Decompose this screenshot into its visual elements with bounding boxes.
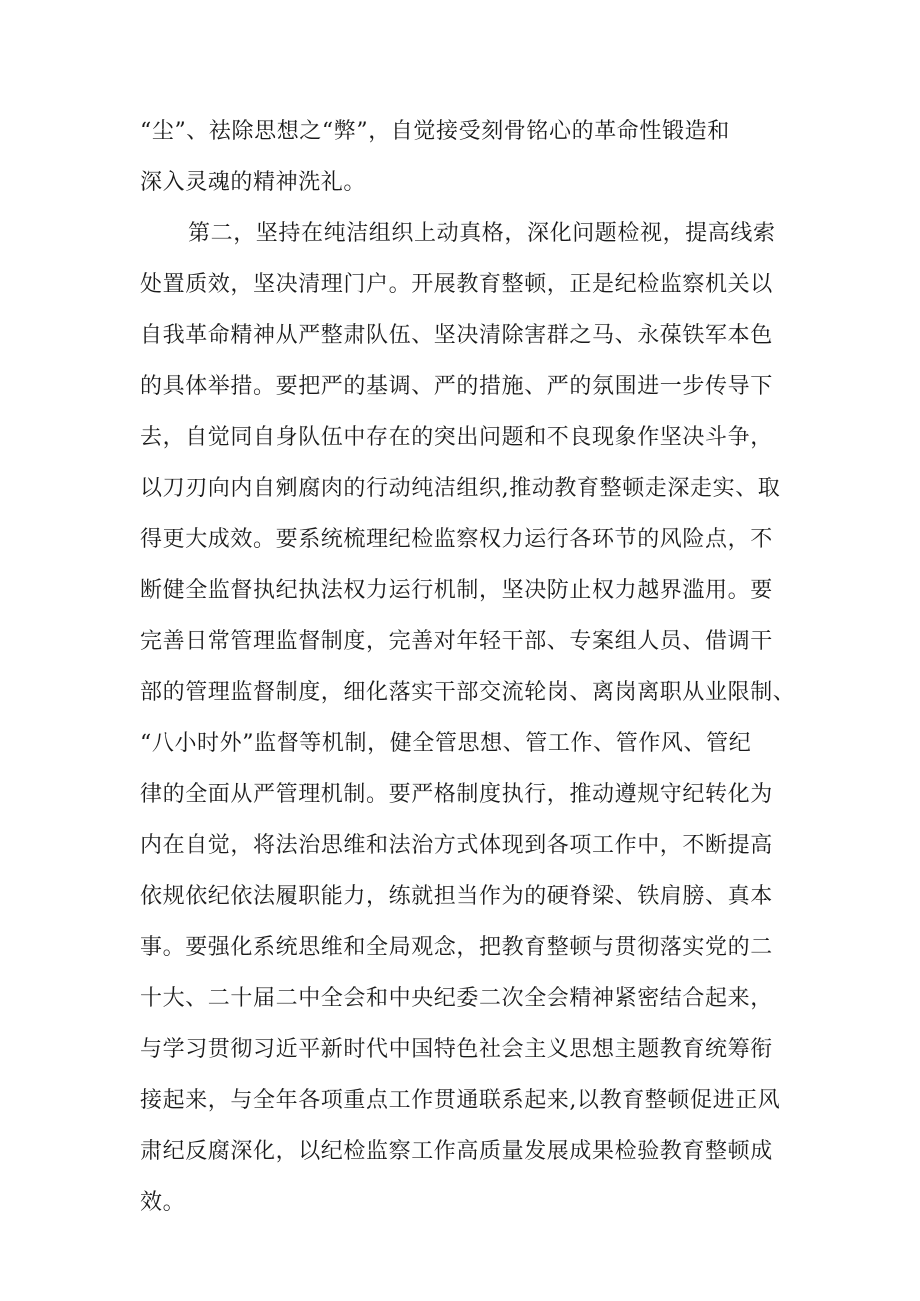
paragraph-line-7: 得更大成效。要系统梳理纪检监察权力运行各环节的风险点，不 bbox=[140, 527, 773, 552]
paragraph-line-16: 十大、二十届二中全会和中央纪委二次全会精神紧密结合起来， bbox=[140, 986, 773, 1011]
paragraph-line-13: 内在自觉，将法治思维和法治方式体现到各项工作中，不断提高 bbox=[140, 833, 773, 858]
paragraph-line-12: 律的全面从严管理机制。要严格制度执行，推动遵规守纪转化为 bbox=[140, 782, 773, 807]
paragraph-line-1: 第二，坚持在纯洁组织上动真格，深化问题检视，提高线索 bbox=[188, 221, 776, 246]
paragraph-line-14: 依规依纪依法履职能力，练就担当作为的硬脊梁、铁肩膀、真本 bbox=[140, 884, 773, 909]
paragraph-line-15: 事。要强化系统思维和全局观念，把教育整顿与贯彻落实党的二 bbox=[140, 935, 773, 960]
paragraph-line-8: 断健全监督执纪执法权力运行机制，坚决防止权力越界滥用。要 bbox=[140, 578, 773, 603]
paragraph-line-3: 自我革命精神从严整肃队伍、坚决清除害群之马、永葆铁军本色 bbox=[140, 323, 773, 348]
paragraph-line-2: 处置质效，坚决清理门户。开展教育整顿，正是纪检监察机关以 bbox=[140, 272, 773, 297]
continuation-line-1: “尘”、祛除思想之“弊”，自觉接受刻骨铭心的革命性锻造和 bbox=[140, 119, 730, 144]
paragraph-line-11: “八小时外”监督等机制，健全管思想、管工作、管作风、管纪 bbox=[140, 731, 752, 756]
paragraph-line-17: 与学习贯彻习近平新时代中国特色社会主义思想主题教育统筹衔 bbox=[140, 1037, 773, 1062]
paragraph-line-5: 去，自觉同自身队伍中存在的突出问题和不良现象作坚决斗争， bbox=[140, 425, 773, 450]
paragraph-line-4: 的具体举措。要把严的基调、严的措施、严的氛围进一步传导下 bbox=[140, 374, 773, 399]
paragraph-line-18: 接起来，与全年各项重点工作贯通联系起来,以教育整顿促进正风 bbox=[140, 1088, 781, 1113]
paragraph-line-6: 以刀刃向内自剜腐肉的行动纯洁组织,推动教育整顿走深走实、取 bbox=[140, 476, 781, 501]
paragraph-line-20: 效。 bbox=[140, 1190, 186, 1215]
continuation-line-2: 深入灵魂的精神洗礼。 bbox=[140, 170, 367, 195]
paragraph-line-9: 完善日常管理监督制度，完善对年轻干部、专案组人员、借调干 bbox=[140, 629, 773, 654]
paragraph-line-19: 肃纪反腐深化，以纪检监察工作高质量发展成果检验教育整顿成 bbox=[140, 1139, 773, 1164]
paragraph-line-10: 部的管理监督制度，细化落实干部交流轮岗、离岗离职从业限制、 bbox=[140, 680, 796, 705]
